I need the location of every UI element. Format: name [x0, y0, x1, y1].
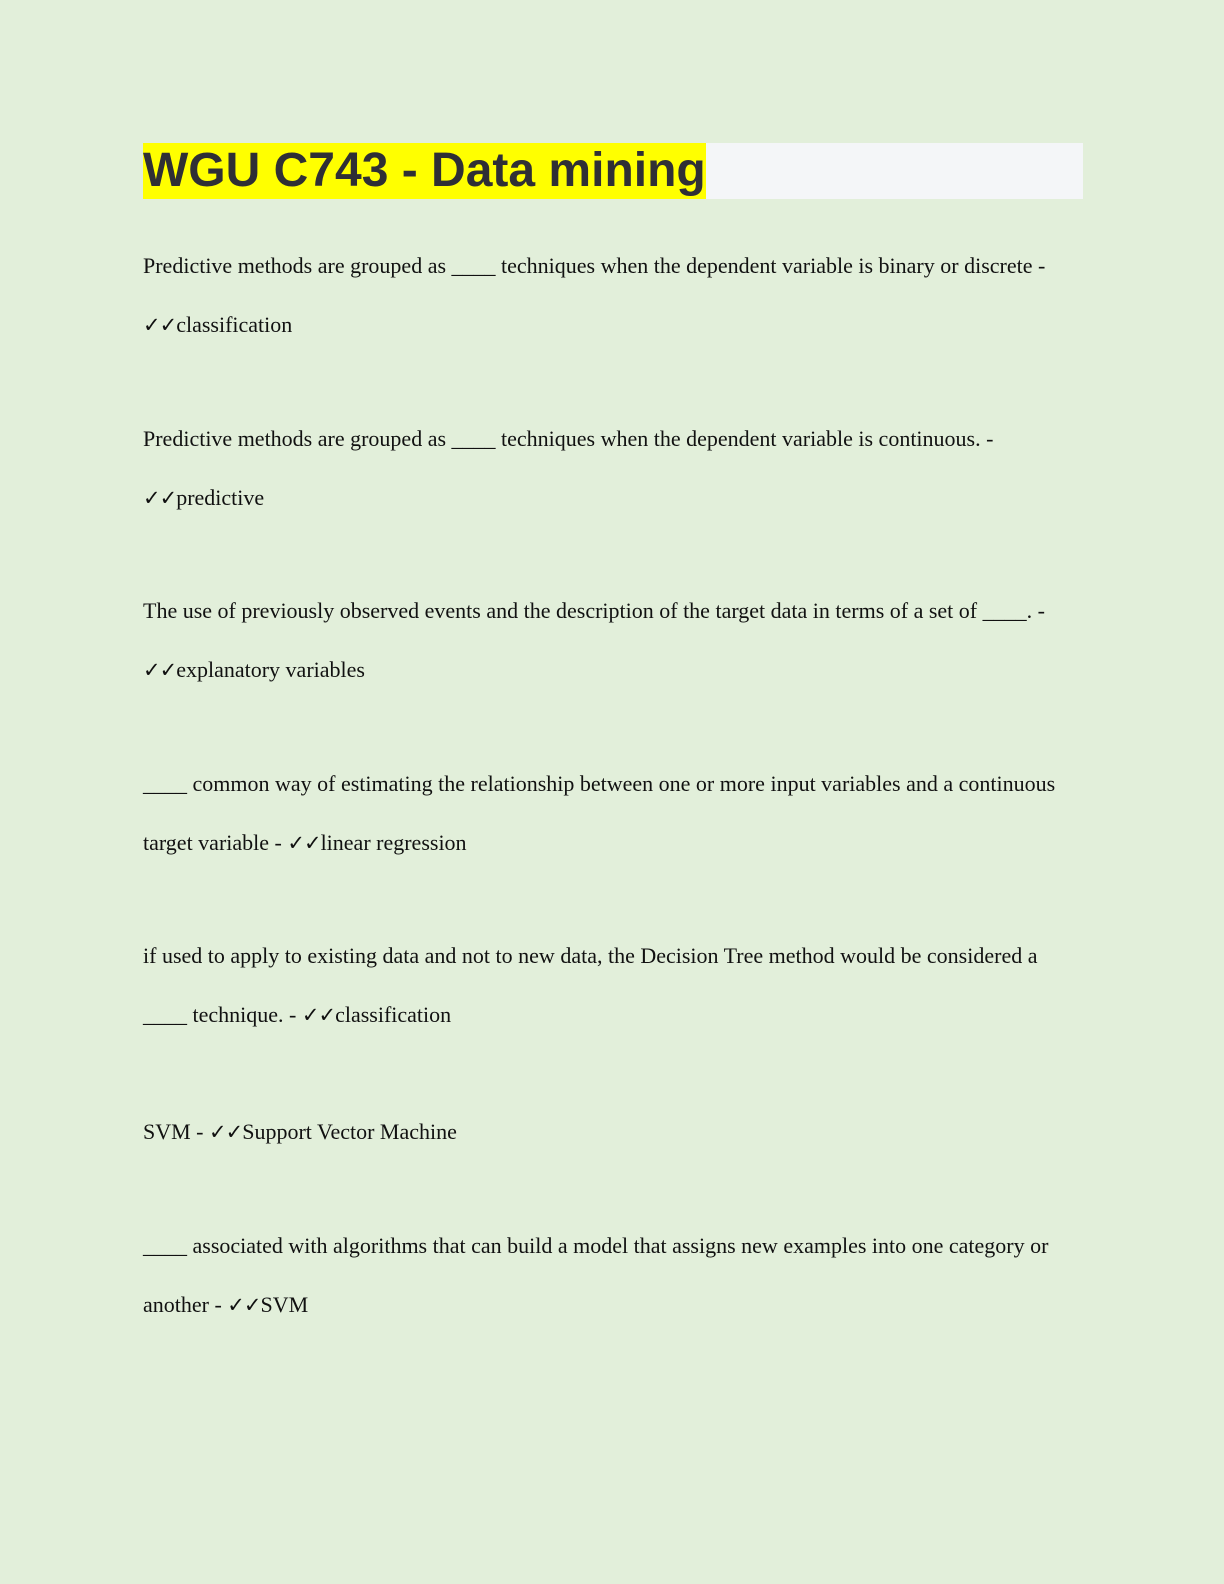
- question-text: ____ associated with algorithms that can build a model that assigns new examples into one category or another -: [143, 1233, 1049, 1317]
- qa-item-1: [143, 237, 1078, 354]
- check-icon: ✓✓: [143, 312, 177, 337]
- question-text: The use of previously observed events and the description of the target data in terms of a set of ____. -: [143, 598, 1045, 623]
- answer-text: linear regression: [320, 829, 467, 855]
- check-icon: ✓✓: [301, 1002, 336, 1027]
- check-icon: ✓✓: [209, 1120, 243, 1144]
- answer-text: classification: [176, 311, 293, 337]
- check-icon: ✓✓: [143, 485, 177, 510]
- qa-item-4: [143, 755, 1078, 872]
- answer-text: SVM: [260, 1291, 309, 1317]
- qa-item-5: [143, 927, 1078, 1044]
- check-icon: ✓✓: [287, 830, 321, 855]
- qa-item-6: [143, 1103, 1078, 1162]
- qa-item-2: [143, 410, 1078, 527]
- question-text: if used to apply to existing data and not to new data, the Decision Tree method would be considered a ____ technique. -: [143, 943, 1038, 1027]
- question-text: Predictive methods are grouped as ____ techniques when the dependent variable is continuous. -: [143, 426, 994, 451]
- qa-item-3: [143, 582, 1078, 699]
- answer-text: explanatory variables: [176, 656, 365, 682]
- check-icon: ✓✓: [143, 657, 177, 682]
- answer-text: predictive: [176, 484, 265, 510]
- page-title: WGU C743 - Data mining: [143, 144, 706, 197]
- answer-text: Support Vector Machine: [242, 1119, 457, 1144]
- question-text: ____ common way of estimating the relationship between one or more input variables and a continuous target variable -: [143, 771, 1056, 855]
- check-icon: ✓✓: [227, 1292, 261, 1317]
- qa-item-7: [143, 1217, 1078, 1334]
- question-text: Predictive methods are grouped as ____ techniques when the dependent variable is binary or discrete -: [143, 253, 1046, 278]
- answer-text: classification: [335, 1001, 452, 1027]
- question-text: SVM -: [143, 1119, 210, 1144]
